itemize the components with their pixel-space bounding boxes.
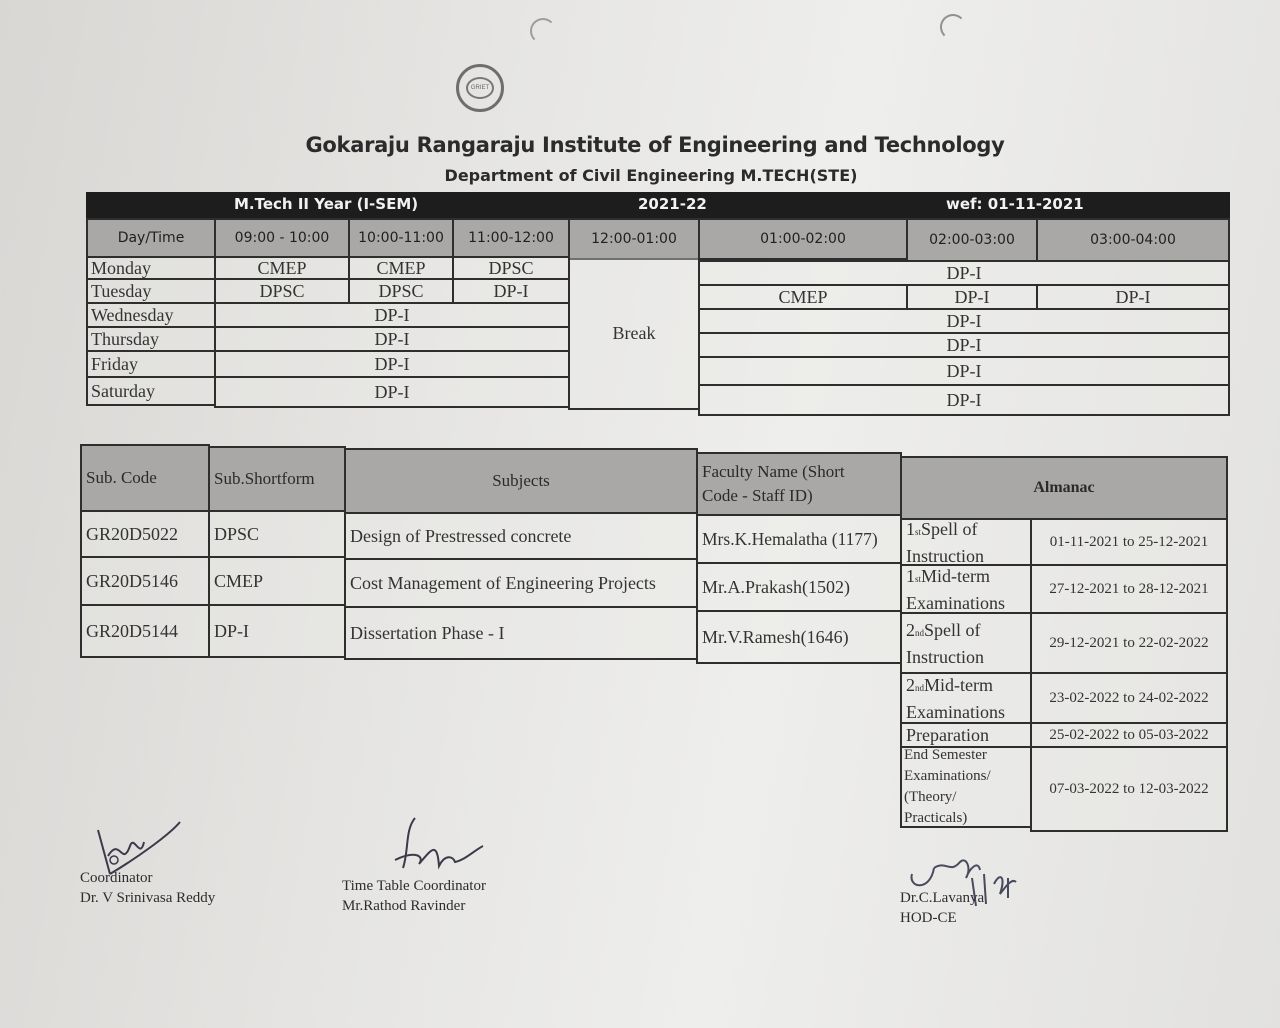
subjects-header-short: Sub.Shortform: [208, 446, 346, 512]
day-thursday: Thursday: [86, 326, 216, 352]
slot-tue-3: DP-I: [452, 278, 570, 304]
col-header-slot6: 02:00-03:00: [906, 218, 1038, 262]
ordinal: 2: [906, 619, 915, 640]
slot-thu-morning: DP-I: [214, 326, 570, 352]
department-name: Department of Civil Engineering M.TECH(STE): [444, 166, 858, 185]
almanac-row-2-dates: 27-12-2021 to 28-12-2021: [1030, 564, 1228, 614]
slot-sat-afternoon: DP-I: [698, 384, 1230, 416]
tt-coordinator-signature: [375, 810, 495, 880]
hod-role: HOD-CE: [900, 910, 957, 926]
label-line1: Spell of: [924, 619, 981, 640]
ordinal-suffix: nd: [915, 682, 924, 693]
subject-row-2-name: Cost Management of Engineering Projects: [344, 558, 698, 608]
slot-tue-4: CMEP: [698, 284, 908, 310]
wef-date: wef: 01-11-2021: [946, 195, 1084, 213]
punch-hole-left: [530, 18, 556, 44]
subject-row-1-code: GR20D5022: [80, 510, 210, 558]
slot-mon-3: DPSC: [452, 256, 570, 280]
subjects-header-code: Sub. Code: [80, 444, 210, 512]
ordinal: 1: [906, 518, 915, 539]
subject-row-3-code: GR20D5144: [80, 604, 210, 658]
subjects-table: [80, 444, 902, 658]
subject-row-3-faculty: Mr.V.Ramesh(1646): [696, 610, 902, 664]
tt-coordinator-role: Time Table Coordinator: [342, 878, 486, 894]
faculty-header-line1: Faculty Name (Short: [702, 462, 845, 481]
slot-fri-morning: DP-I: [214, 350, 570, 378]
slot-mon-afternoon: DP-I: [698, 260, 1230, 286]
day-friday: Friday: [86, 350, 216, 378]
slot-fri-afternoon: DP-I: [698, 356, 1230, 386]
subjects-header-faculty: [696, 452, 902, 516]
tt-coordinator-name: Mr.Rathod Ravinder: [342, 898, 466, 914]
label-line2: Instruction: [906, 545, 984, 566]
punch-hole-right: [940, 14, 966, 40]
subject-row-2-short: CMEP: [208, 556, 346, 606]
subject-row-3-name: Dissertation Phase - I: [344, 606, 698, 660]
slot-thu-afternoon: DP-I: [698, 332, 1230, 358]
hod-block: [900, 888, 984, 928]
subject-row-2-code: GR20D5146: [80, 556, 210, 606]
almanac-row-3-label: [900, 612, 1032, 674]
slot-sat-morning: DP-I: [214, 376, 570, 408]
institute-logo: GRIET: [456, 64, 504, 112]
day-tuesday: Tuesday: [86, 278, 216, 304]
timetable: [86, 192, 1230, 416]
almanac-row-6-label: [900, 746, 1032, 828]
slot-tue-5: DP-I: [906, 284, 1038, 310]
col-header-slot1: 09:00 - 10:00: [214, 218, 350, 258]
hod-name: Dr.C.Lavanya: [900, 890, 985, 906]
col-header-slot5: 01:00-02:00: [698, 218, 908, 260]
subject-row-1-faculty: Mrs.K.Hemalatha (1177): [696, 514, 902, 564]
day-monday: Monday: [86, 256, 216, 280]
col-header-slot7: 03:00-04:00: [1036, 218, 1230, 262]
break-cell: Break: [568, 258, 700, 410]
ordinal-suffix: st: [915, 526, 922, 537]
slot-mon-1: CMEP: [214, 256, 350, 280]
timetable-title-bar: [86, 192, 1230, 218]
ordinal-suffix: nd: [915, 627, 924, 638]
col-header-slot2: 10:00-11:00: [348, 218, 454, 258]
almanac-row-2-label: [900, 564, 1032, 614]
subject-row-3-short: DP-I: [208, 604, 346, 658]
ordinal-suffix: st: [915, 573, 922, 584]
slot-tue-1: DPSC: [214, 278, 350, 304]
slot-wed-afternoon: DP-I: [698, 308, 1230, 334]
label-line1: End Semester: [904, 747, 987, 763]
label-line1: Mid-term: [924, 674, 993, 695]
label-line3: (Theory/: [904, 789, 957, 805]
almanac-row-5-dates: 25-02-2022 to 05-03-2022: [1030, 722, 1228, 748]
slot-mon-2: CMEP: [348, 256, 454, 280]
almanac-title: Almanac: [900, 456, 1228, 520]
almanac-table: [900, 456, 1228, 832]
subject-row-1-short: DPSC: [208, 510, 346, 558]
ordinal: 2: [906, 674, 915, 695]
label-line2: Examinations/: [904, 768, 991, 784]
almanac-row-1-label: [900, 518, 1032, 566]
coordinator-name: Dr. V Srinivasa Reddy: [80, 890, 216, 906]
col-header-slot3: 11:00-12:00: [452, 218, 570, 258]
label-line2: Examinations: [906, 701, 1005, 722]
col-header-slot4: 12:00-01:00: [568, 218, 700, 260]
almanac-row-5-label: Preparation: [900, 722, 1032, 748]
institute-name: Gokaraju Rangaraju Institute of Engineering and Technology: [305, 133, 1005, 157]
day-wednesday: Wednesday: [86, 302, 216, 328]
almanac-row-4-dates: 23-02-2022 to 24-02-2022: [1030, 672, 1228, 724]
tt-coordinator-block: [342, 876, 486, 916]
almanac-row-1-dates: 01-11-2021 to 25-12-2021: [1030, 518, 1228, 566]
subject-row-2-faculty: Mr.A.Prakash(1502): [696, 562, 902, 612]
ordinal: 1: [906, 565, 915, 586]
program-label: M.Tech II Year (I-SEM): [234, 195, 419, 213]
label-line4: Practicals): [904, 810, 968, 826]
subject-row-1-name: Design of Prestressed concrete: [344, 512, 698, 560]
faculty-header-line2: Code - Staff ID): [702, 486, 813, 505]
label-line2: Examinations: [906, 592, 1005, 613]
col-header-day: Day/Time: [86, 218, 216, 258]
label-line1: Spell of: [921, 518, 978, 539]
slot-tue-6: DP-I: [1036, 284, 1230, 310]
almanac-row-6-dates: 07-03-2022 to 12-03-2022: [1030, 746, 1228, 832]
academic-year: 2021-22: [638, 195, 707, 213]
almanac-row-4-label: [900, 672, 1032, 724]
day-saturday: Saturday: [86, 376, 216, 406]
subjects-header-subject: Subjects: [344, 448, 698, 514]
slot-wed-morning: DP-I: [214, 302, 570, 328]
label-line2: Instruction: [906, 646, 984, 667]
label-line1: Mid-term: [921, 565, 991, 586]
coordinator-role: Coordinator: [80, 870, 153, 886]
coordinator-block: [80, 868, 215, 908]
almanac-row-3-dates: 29-12-2021 to 22-02-2022: [1030, 612, 1228, 674]
slot-tue-2: DPSC: [348, 278, 454, 304]
